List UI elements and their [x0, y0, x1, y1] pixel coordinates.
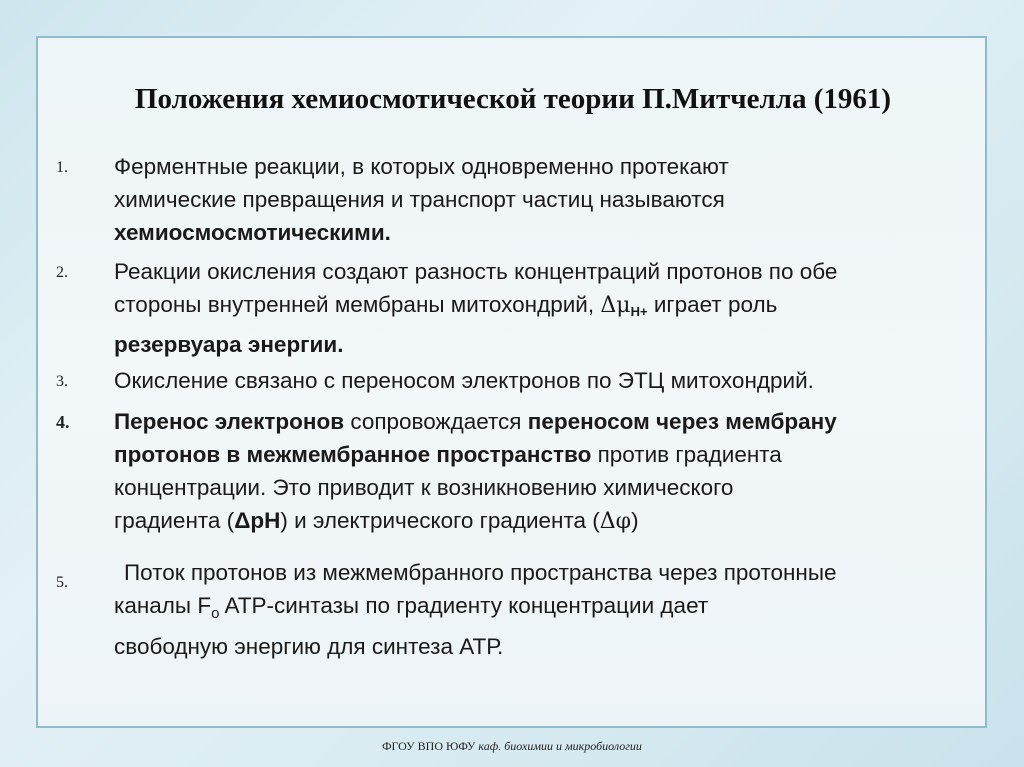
item-text — [114, 255, 944, 361]
item-number: 5. — [56, 574, 68, 591]
item-text — [114, 150, 944, 249]
item-text-part: ) — [631, 508, 639, 533]
item-number: 2. — [56, 264, 68, 281]
item-text-part: ATP-синтазы по градиенту концентрации дает — [224, 593, 709, 618]
item-line: Реакции окисления создают разность концентраций протонов по обе — [114, 259, 838, 284]
item-number: 1. — [56, 159, 68, 176]
item-line — [114, 438, 944, 471]
item-bold-term: переносом через мембрану — [527, 409, 837, 434]
item-text-part: против градиента — [597, 442, 782, 467]
slide-title: Положения хемиосмотической теории П.Митчелла (1961) — [134, 83, 892, 115]
item-line — [114, 504, 944, 538]
item-bold-term: протонов в межмембранное пространство — [114, 442, 592, 467]
delta-phi-symbol: Δφ — [599, 509, 632, 534]
delta-mu-symbol: Δμ — [600, 293, 631, 318]
item-line: Поток протонов из межмембранного пространства через протонные — [124, 560, 837, 585]
item-text-part: каналы F — [114, 593, 212, 618]
subscript-h-plus: H+ — [630, 304, 648, 319]
item-text — [114, 364, 944, 397]
item-text — [124, 556, 954, 589]
item-number: 4. — [56, 412, 70, 432]
item-text-part: ) и электрического градиента ( — [280, 508, 600, 533]
item-bold-term: хемиосмосмотическими. — [114, 220, 391, 245]
footer-department: каф. биохимии и микробиологии — [478, 739, 642, 753]
item-line: свободную энергию для синтеза АТР. — [114, 634, 504, 659]
item-line: Ферментные реакции, в которых одновременно протекают — [114, 154, 729, 179]
delta-ph-symbol: ΔрН — [234, 508, 281, 533]
footer-organization: ФГОУ ВПО ЮФУ — [382, 739, 476, 753]
item-line — [114, 288, 944, 328]
item-text — [114, 405, 944, 538]
subscript-o: o — [211, 605, 220, 622]
item-text-continued — [114, 589, 944, 663]
item-number: 3. — [56, 373, 68, 390]
slide-frame — [36, 36, 987, 728]
item-text-part: стороны внутренней мембраны митохондрий, — [114, 292, 595, 317]
item-line — [114, 405, 944, 438]
item-line: Окисление связано с переносом электронов по ЭТЦ митохондрий. — [114, 368, 814, 393]
item-text-part: градиента ( — [114, 508, 235, 533]
item-bold-term: резервуара энергии. — [114, 332, 344, 357]
item-text-part: играет роль — [653, 292, 778, 317]
slide-footer — [0, 739, 1024, 754]
item-line: концентрации. Это приводит к возникновению химического — [114, 475, 734, 500]
item-line: химические превращения и транспорт частиц называются — [114, 187, 725, 212]
item-bold-term: Перенос электронов — [114, 409, 345, 434]
item-text-part: сопровождается — [350, 409, 522, 434]
item-line — [114, 589, 944, 630]
